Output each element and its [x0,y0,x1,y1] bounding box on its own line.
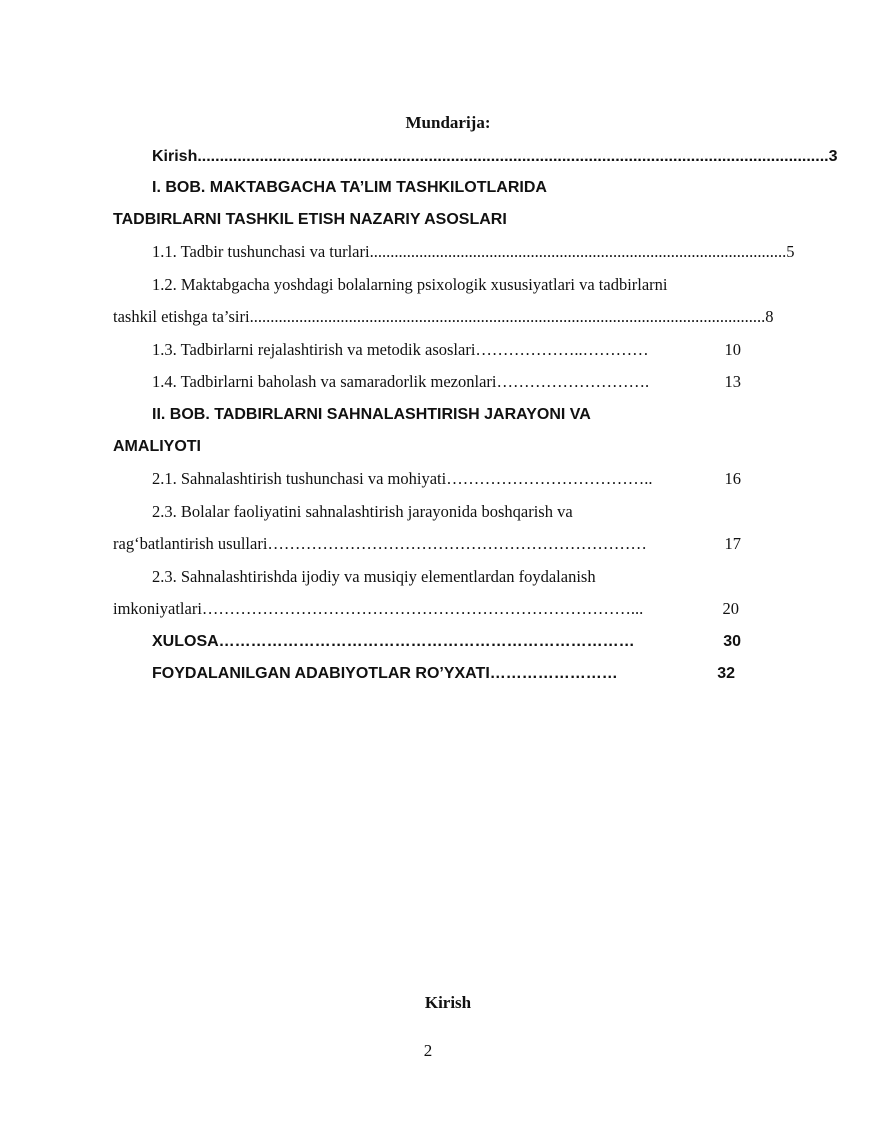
page-number: 2 [423,1041,433,1060]
toc-page-number: 10 [724,340,741,359]
toc-page-number: 16 [724,469,741,488]
toc-entry-1-2[interactable]: 1.2. Maktabgacha yoshdagi bolalarning psixologik xususiyatlari va tadbirlarni [152,275,668,294]
toc-leader-dots: ..................................................................................................... [369,242,787,261]
toc-entry-label: Kirish [152,148,198,165]
toc-page-number: 30 [723,633,741,650]
toc-leader-dots: .............................................................................................................................................. [197,148,829,165]
chapter-heading-1-cont: TADBIRLARNI TASHKIL ETISH NAZARIY ASOSLARI [113,211,507,228]
toc-entry-xulosa[interactable] [152,631,741,653]
chapter-heading-2: II. BOB. TADBIRLARNI SAHNALASHTIRISH JARAYONI VA [152,406,591,423]
toc-entry-2-3-cont[interactable] [113,598,739,620]
toc-leader-dots: ………………………. [496,372,650,391]
toc-leader-dots: ............................................................................................................................. [249,307,766,326]
toc-entry-label: XULOSA [152,633,219,650]
toc-page-number: 3 [828,148,838,165]
toc-entry-1-3[interactable] [152,339,741,361]
toc-leader-dots: ………………..………… [475,340,649,359]
toc-entry-2-1[interactable] [152,468,741,490]
toc-entry-kirish[interactable] [152,146,838,168]
toc-entry-label: FOYDALANILGAN ADABIYOTLAR RO’YXATI [152,665,490,682]
chapter-heading-2-cont: AMALIYOTI [113,438,201,455]
toc-leader-dots: …………………………………………………………………… [218,633,635,650]
toc-page-number: 32 [717,665,735,682]
toc-entry-label: tashkil etishga ta’siri [113,307,250,326]
toc-entry-1-2-cont[interactable] [113,306,774,328]
toc-entry-2-2-cont[interactable] [113,533,741,555]
toc-entry-references[interactable] [152,663,735,685]
toc-entry-label: 1.4. Tadbirlarni baholash va samaradorlik mezonlari [152,372,497,391]
toc-entry-label: imkoniyatlari [113,599,202,618]
toc-leader-dots: ……………………………….. [446,469,653,488]
toc-title: Mundarija: [405,113,491,132]
toc-page-number: 20 [722,599,739,618]
toc-entry-2-2[interactable]: 2.3. Bolalar faoliyatini sahnalashtirish jarayonida boshqarish va [152,502,573,521]
section-heading-kirish: Kirish [424,993,472,1012]
toc-entry-label: 1.1. Tadbir tushunchasi va turlari [152,242,370,261]
toc-entry-1-4[interactable] [152,371,741,393]
toc-entry-label: rag‘batlantirish usullari [113,534,268,553]
toc-entry-1-1[interactable] [152,241,795,263]
toc-page-number: 17 [724,534,741,553]
toc-leader-dots: …………………………………………………………… [267,534,647,553]
toc-leader-dots: ……………………………………………………………………... [201,599,644,618]
toc-entry-2-3[interactable]: 2.3. Sahnalashtirishda ijodiy va musiqiy elementlardan foydalanish [152,567,596,586]
toc-page-number: 13 [724,372,741,391]
toc-page-number: 5 [786,242,795,261]
toc-page-number: 8 [765,307,774,326]
toc-entry-label: 1.3. Tadbirlarni rejalashtirish va metodik asoslari [152,340,476,359]
toc-leader-dots: …………………… [489,665,618,682]
toc-entry-label: 2.1. Sahnalashtirish tushunchasi va mohiyati [152,469,447,488]
chapter-heading-1: I. BOB. MAKTABGACHA TA’LIM TASHKILOTLARIDA [152,179,547,196]
